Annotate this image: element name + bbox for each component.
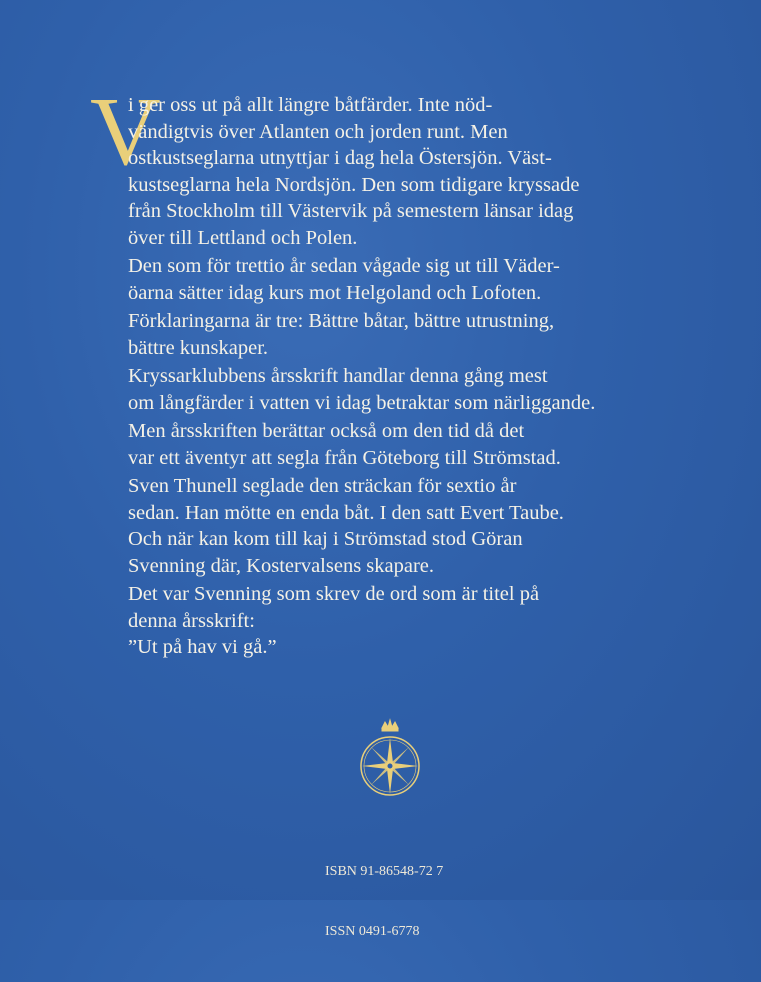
cover-text bbox=[128, 92, 648, 663]
paragraph-6: Sven Thunell seglade den sträckan för sextio år sedan. Han mötte en enda båt. I den satt Evert Taube. Och när kan kom till kaj i Strömstad stod Göran Svenning där, Kostervalsens skapare. bbox=[128, 475, 564, 577]
paragraph-4: Kryssarklubbens årsskrift handlar denna gång mest om långfärder i vatten vi idag betraktar som närliggande. bbox=[128, 365, 596, 414]
compass-rose-crown-icon bbox=[356, 718, 424, 802]
issn-number: ISSN 0491-6778 bbox=[325, 924, 420, 939]
paragraph-3: Förklaringarna är tre: Bättre båtar, bättre utrustning, bättre kunskaper. bbox=[128, 310, 555, 359]
isbn-number: ISBN 91-86548-72 7 bbox=[325, 864, 444, 879]
paragraph-5: Men årsskriften berättar också om den tid då det var ett äventyr att segla från Göteborg till Strömstad. bbox=[128, 420, 561, 469]
drop-cap: V bbox=[90, 78, 161, 186]
paragraph-2: Den som för trettio år sedan vågade sig ut till Väder- öarna sätter idag kurs mot Helgoland och Lofoten. bbox=[128, 255, 560, 304]
isbn-text bbox=[325, 822, 443, 982]
paragraph-7: Det var Svenning som skrev de ord som är titel på denna årsskrift: ”Ut på hav vi gå.” bbox=[128, 583, 540, 658]
paragraph-1: i ger oss ut på allt längre båtfärder. Inte nöd- vändigtvis över Atlanten och jorden runt. Men ostkustseglarna utnyttjar i dag hela Östersjön. Väst- kustseglarna hela Nordsjön. Den som tidigare kryssade från Stockholm till Västervik på semestern länsar idag över till Lettland och Polen. bbox=[128, 94, 580, 249]
